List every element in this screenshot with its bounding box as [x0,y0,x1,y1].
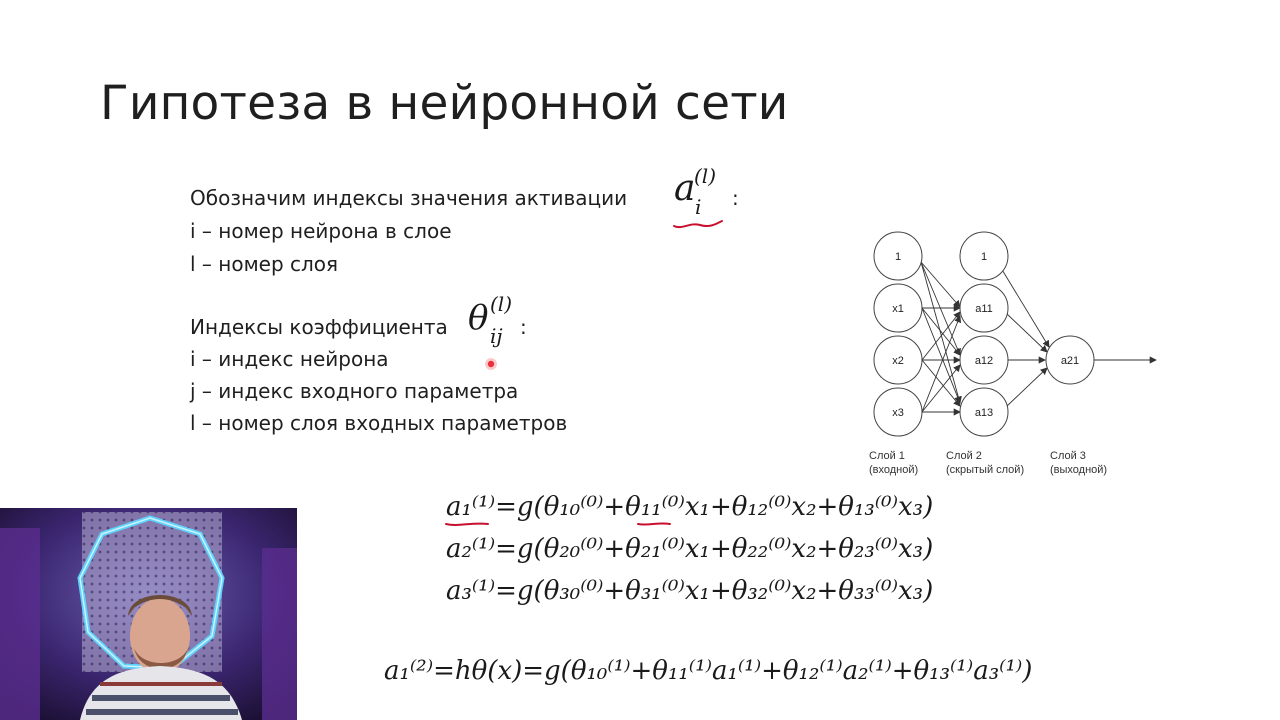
activation-underline-annotation [670,216,726,232]
activation-superscript: (l) [694,164,717,188]
equation-a1: a₁⁽¹⁾=g(θ₁₀⁽⁰⁾+θ₁₁⁽⁰⁾x₁+θ₁₂⁽⁰⁾x₂+θ₁₃⁽⁰⁾x₃) [446,492,934,522]
activation-subscript: i [695,195,702,219]
node-l2-1: a11 [975,303,993,315]
node-l1-1: x1 [892,303,904,315]
activation-intro [190,186,627,210]
equation-x1-underline-annotation [636,518,672,530]
activation-l-desc: l – номер слоя [190,252,339,276]
equation-a3: a₃⁽¹⁾=g(θ₃₀⁽⁰⁾+θ₃₁⁽⁰⁾x₁+θ₃₂⁽⁰⁾x₂+θ₃₃⁽⁰⁾x₃) [446,576,934,606]
layer1-label-title: Слой 1 [869,450,905,462]
equation-a2: a₂⁽¹⁾=g(θ₂₀⁽⁰⁾+θ₂₁⁽⁰⁾x₁+θ₂₂⁽⁰⁾x₂+θ₂₃⁽⁰⁾x₃) [446,534,934,564]
layer1-label-sub: (входной) [869,464,919,476]
coef-symbol: θ [468,298,489,338]
webcam-overlay [0,508,297,720]
node-l2-0: 1 [980,251,988,263]
layer2-label-sub: (скрытый слой) [946,464,1025,476]
activation-colon: : [732,186,739,210]
coef-j-desc: j – индекс входного параметра [190,379,519,403]
coef-colon: : [520,315,527,339]
layer2-label-title: Слой 2 [946,450,982,462]
coef-superscript: (l) [490,292,513,316]
activation-intro-text: Обозначим индексы значения активации [190,186,628,210]
coef-i-desc: i – индекс нейрона [190,347,389,371]
slide-title: Гипотеза в нейронной сети [100,76,789,131]
equation-hypothesis: a₁⁽²⁾=hθ(x)=g(θ₁₀⁽¹⁾+θ₁₁⁽¹⁾a₁⁽¹⁾+θ₁₂⁽¹⁾a₂⁽¹⁾+θ₁₃⁽¹⁾a₃⁽¹⁾) [384,656,1033,686]
coef-subscript: ij [490,324,503,348]
equation-a1-underline-annotation [444,518,490,530]
activation-symbol [674,168,695,209]
neural-network-diagram [860,222,1170,452]
node-l1-3: x3 [892,407,904,419]
coef-l-desc: l – номер слоя входных параметров [190,411,568,435]
layer3-label-title: Слой 3 [1050,450,1086,462]
activation-i-desc: i – номер нейрона в слое [190,219,452,243]
layer2-label [946,449,1024,477]
node-l1-2: x2 [892,355,904,367]
layer3-label-sub: (выходной) [1050,464,1108,476]
laser-pointer-icon [484,357,498,371]
node-l2-2: a12 [974,355,994,367]
coef-intro: Индексы коэффициента [190,315,448,339]
layer3-label [1050,449,1107,477]
node-l1-0: 1 [894,251,902,263]
presenter-video [0,508,297,720]
node-l2-3: a13 [974,407,994,419]
node-l3-0: a21 [1060,355,1080,367]
layer1-label [869,449,918,477]
activation-symbol-a: a [674,168,696,209]
